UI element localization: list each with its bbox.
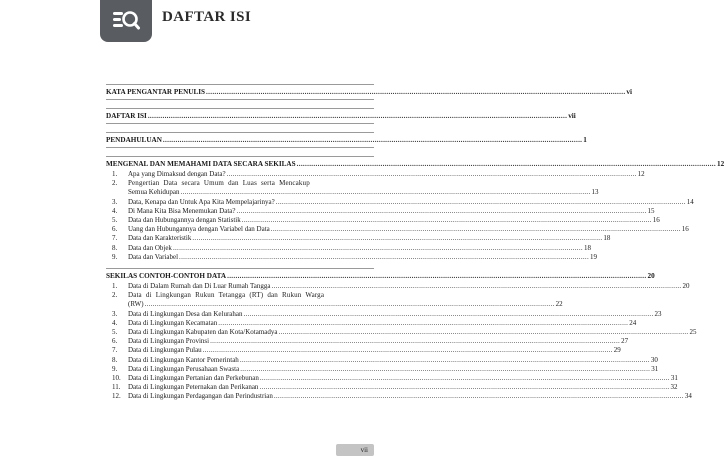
dot-leader bbox=[179, 253, 589, 262]
toc-item bbox=[106, 216, 660, 225]
toc-item bbox=[106, 234, 611, 243]
toc-item-body bbox=[128, 346, 621, 355]
toc-item-number: 10. bbox=[112, 374, 121, 383]
toc-section-header bbox=[106, 111, 576, 121]
toc-item-line bbox=[128, 244, 591, 253]
dot-leader bbox=[297, 159, 716, 169]
toc-item bbox=[106, 318, 637, 328]
toc-item bbox=[106, 374, 678, 383]
toc-item bbox=[106, 337, 629, 346]
toc-item-page: 32 bbox=[670, 383, 678, 392]
toc-item-number: 1. bbox=[112, 170, 118, 178]
toc-item-number: 3. bbox=[112, 197, 118, 206]
toc-item bbox=[106, 179, 599, 197]
dot-leader bbox=[206, 87, 625, 97]
toc-section-title: KATA PENGANTAR PENULIS bbox=[106, 88, 206, 96]
toc-item bbox=[106, 197, 694, 207]
toc-section bbox=[106, 268, 697, 404]
toc-item-page: 19 bbox=[590, 252, 598, 261]
toc-section-page: 1 bbox=[583, 136, 587, 144]
dot-leader bbox=[276, 198, 686, 207]
toc-item-line bbox=[128, 365, 658, 374]
toc-item-text: Data, Kenapa dan Untuk Apa Kita Mempelajarinya? bbox=[128, 197, 275, 206]
toc-item bbox=[106, 364, 659, 374]
page-title: DAFTAR ISI bbox=[162, 9, 252, 25]
toc-item bbox=[106, 170, 645, 179]
table-of-contents bbox=[106, 84, 724, 408]
toc-item-page: 14 bbox=[686, 197, 694, 206]
toc-item-number: 3. bbox=[112, 309, 118, 318]
toc-item-number: 9. bbox=[112, 252, 118, 261]
dot-leader bbox=[260, 374, 670, 383]
toc-item bbox=[106, 309, 662, 319]
toc-section bbox=[106, 84, 633, 100]
toc-item-body bbox=[128, 365, 658, 374]
toc-item-text: Uang dan Hubungannya dengan Variabel dan Data bbox=[128, 225, 270, 234]
toc-item-text: Data di Lingkungan Kantor Pemerintah bbox=[128, 355, 239, 364]
toc-item-number: 7. bbox=[112, 346, 118, 355]
toc-item bbox=[106, 225, 689, 234]
toc-item-line bbox=[128, 188, 599, 197]
toc-item-text: Data dan Objek bbox=[128, 243, 172, 252]
toc-item-number: 9. bbox=[112, 364, 118, 373]
toc-item-text: Data di Lingkungan Provinsi bbox=[128, 337, 210, 346]
dot-leader bbox=[203, 346, 613, 355]
toc-item-page: 15 bbox=[647, 206, 655, 215]
toc-section-page: 20 bbox=[647, 272, 655, 281]
toc-item-text: Data di Lingkungan Pertanian dan Perkebunan bbox=[128, 374, 259, 383]
toc-item-text: Data di Lingkungan Kecamatan bbox=[128, 318, 218, 327]
toc-item-text: Data di Dalam Rumah dan Di Luar Rumah Tangga bbox=[128, 282, 271, 291]
dot-leader bbox=[271, 282, 681, 291]
toc-item bbox=[106, 252, 598, 262]
toc-item-text: Data dan Karakteristik bbox=[128, 234, 192, 243]
toc-item bbox=[106, 243, 591, 253]
toc-item-body bbox=[128, 328, 696, 337]
toc-item-page: 18 bbox=[603, 234, 611, 243]
toc-item-body bbox=[128, 337, 628, 346]
toc-item-body bbox=[128, 392, 692, 401]
toc-item-number: 7. bbox=[112, 234, 118, 243]
toc-item-body bbox=[128, 225, 689, 234]
toc-section-header bbox=[106, 135, 587, 145]
toc-item-page: 34 bbox=[684, 392, 692, 401]
toc-item-line bbox=[128, 170, 645, 179]
toc-item bbox=[106, 282, 690, 291]
dot-leader bbox=[173, 244, 583, 253]
toc-item-number: 5. bbox=[112, 216, 118, 225]
toc-item-text: Data dan Variabel bbox=[128, 252, 179, 261]
toc-item-number: 2. bbox=[112, 291, 118, 300]
toc-section bbox=[106, 156, 724, 264]
page-number: vii bbox=[336, 444, 374, 456]
dot-leader bbox=[181, 188, 591, 197]
toc-item-page: 16 bbox=[681, 225, 689, 234]
toc-item-number: 4. bbox=[112, 206, 118, 215]
toc-item-line bbox=[128, 319, 636, 328]
toc-item-page: 31 bbox=[651, 364, 659, 373]
dot-leader bbox=[278, 328, 688, 337]
toc-item-line bbox=[128, 291, 563, 300]
toc-item-page: 13 bbox=[591, 188, 599, 197]
dot-leader bbox=[218, 319, 628, 328]
toc-item-body bbox=[128, 170, 645, 179]
toc-section-header bbox=[106, 271, 655, 281]
dot-leader bbox=[240, 365, 650, 374]
toc-item-text: Data di Lingkungan Kabupaten dan Kota/Kotamadya bbox=[128, 328, 278, 337]
toc-section-header bbox=[106, 87, 633, 97]
dot-leader bbox=[163, 135, 582, 145]
toc-item-line bbox=[128, 346, 621, 355]
toc-item-line bbox=[128, 282, 689, 291]
toc-item-text: Semua Kehidupan bbox=[128, 188, 180, 197]
toc-item-page: 16 bbox=[652, 216, 660, 225]
toc-item-number: 12. bbox=[112, 392, 121, 401]
dot-leader bbox=[192, 234, 602, 243]
toc-section-header bbox=[106, 159, 724, 169]
toc-item-body bbox=[128, 383, 677, 392]
toc-item-line bbox=[128, 253, 597, 262]
toc-item-line bbox=[128, 179, 599, 188]
toc-item-line bbox=[128, 207, 655, 216]
toc-item-text: (RW) bbox=[128, 300, 144, 309]
dot-leader bbox=[242, 216, 652, 225]
toc-item-body bbox=[128, 253, 597, 262]
toc-item bbox=[106, 291, 563, 309]
toc-item-page: 18 bbox=[583, 243, 591, 252]
toc-item-body bbox=[128, 282, 689, 291]
toc-item-body bbox=[128, 310, 662, 319]
toc-section-title: SEKILAS CONTOH-CONTOH DATA bbox=[106, 272, 227, 281]
toc-item-number: 8. bbox=[112, 243, 118, 252]
dot-leader bbox=[240, 356, 650, 365]
toc-item-number: 11. bbox=[112, 383, 121, 392]
toc-item-body bbox=[128, 216, 660, 225]
toc-section bbox=[106, 132, 587, 148]
toc-item-text: Data di Lingkungan Peternakan dan Perikanan bbox=[128, 383, 259, 392]
toc-item bbox=[106, 383, 678, 392]
toc-section bbox=[106, 108, 576, 124]
toc-item-page: 12 bbox=[637, 170, 645, 178]
toc-item-text: Data dan Hubungannya dengan Statistik bbox=[128, 216, 241, 225]
dot-leader bbox=[237, 207, 647, 216]
list-search-icon bbox=[112, 8, 140, 34]
toc-item-body bbox=[128, 179, 599, 197]
toc-item-line bbox=[128, 310, 662, 319]
dot-leader bbox=[227, 271, 646, 281]
toc-item bbox=[106, 346, 621, 355]
toc-item-text: Di Mana Kita Bisa Menemukan Data? bbox=[128, 206, 236, 215]
toc-item-text: Data di Lingkungan Rukun Tetangga (RT) dan Rukun Warga bbox=[128, 291, 325, 300]
toc-section-title: PENDAHULUAN bbox=[106, 136, 162, 144]
toc-item-page: 30 bbox=[650, 355, 658, 364]
toc-item-body bbox=[128, 374, 678, 383]
toc-section-page: 12 bbox=[717, 160, 724, 168]
toc-item-line bbox=[128, 392, 692, 401]
toc-item-text: Pengertian Data secara Umum dan Luas serta Mencakup bbox=[128, 179, 310, 188]
toc-item-text: Apa yang Dimaksud dengan Data? bbox=[128, 170, 226, 178]
header-badge bbox=[100, 0, 152, 42]
toc-item-page: 29 bbox=[613, 346, 621, 355]
toc-item bbox=[106, 328, 697, 337]
toc-item-number: 1. bbox=[112, 282, 118, 291]
toc-item-body bbox=[128, 198, 694, 207]
toc-item-text: Data di Lingkungan Pulau bbox=[128, 346, 202, 355]
toc-item-line bbox=[128, 225, 689, 234]
toc-item-line bbox=[128, 374, 678, 383]
toc-item-body bbox=[128, 356, 658, 365]
toc-item-line bbox=[128, 300, 563, 309]
dot-leader bbox=[210, 337, 620, 346]
toc-item-number: 6. bbox=[112, 225, 118, 234]
toc-item-page: 24 bbox=[629, 318, 637, 327]
toc-item-page: 22 bbox=[555, 300, 563, 309]
toc-item-line bbox=[128, 337, 628, 346]
toc-item-line bbox=[128, 356, 658, 365]
toc-item-number: 5. bbox=[112, 328, 118, 337]
toc-item-body bbox=[128, 319, 636, 328]
toc-item-line bbox=[128, 234, 610, 243]
toc-section-title: MENGENAL DAN MEMAHAMI DATA SECARA SEKILAS bbox=[106, 160, 296, 168]
toc-item-page: 25 bbox=[689, 328, 697, 337]
dot-leader bbox=[271, 225, 681, 234]
dot-leader bbox=[148, 111, 567, 121]
toc-item-body bbox=[128, 207, 655, 216]
dot-leader bbox=[259, 383, 669, 392]
toc-item-body bbox=[128, 234, 610, 243]
toc-item-text: Data di Lingkungan Perdagangan dan Perindustrian bbox=[128, 392, 273, 401]
toc-item-page: 31 bbox=[670, 374, 678, 383]
toc-item-number: 6. bbox=[112, 337, 118, 346]
toc-item-line bbox=[128, 328, 696, 337]
toc-item-text: Data di Lingkungan Desa dan Kelurahan bbox=[128, 309, 243, 318]
toc-item-number: 4. bbox=[112, 318, 118, 327]
toc-item bbox=[106, 206, 655, 216]
toc-item-page: 27 bbox=[621, 337, 629, 346]
toc-item bbox=[106, 355, 658, 365]
toc-item-text: Data di Lingkungan Perusahaan Swasta bbox=[128, 364, 240, 373]
toc-item-body bbox=[128, 291, 563, 309]
toc-item-line bbox=[128, 198, 694, 207]
toc-item-line bbox=[128, 216, 660, 225]
toc-item bbox=[106, 392, 692, 401]
toc-section-page: vii bbox=[568, 112, 576, 120]
dot-leader bbox=[244, 310, 654, 319]
dot-leader bbox=[274, 392, 684, 401]
toc-item-line bbox=[128, 383, 677, 392]
dot-leader bbox=[145, 300, 555, 309]
toc-item-page: 20 bbox=[682, 282, 690, 291]
toc-item-number: 8. bbox=[112, 355, 118, 364]
toc-section-page: vi bbox=[626, 88, 633, 96]
toc-item-body bbox=[128, 244, 591, 253]
toc-item-number: 2. bbox=[112, 179, 118, 188]
toc-item-page: 23 bbox=[654, 309, 662, 318]
toc-section-title: DAFTAR ISI bbox=[106, 112, 147, 120]
dot-leader bbox=[227, 170, 637, 179]
